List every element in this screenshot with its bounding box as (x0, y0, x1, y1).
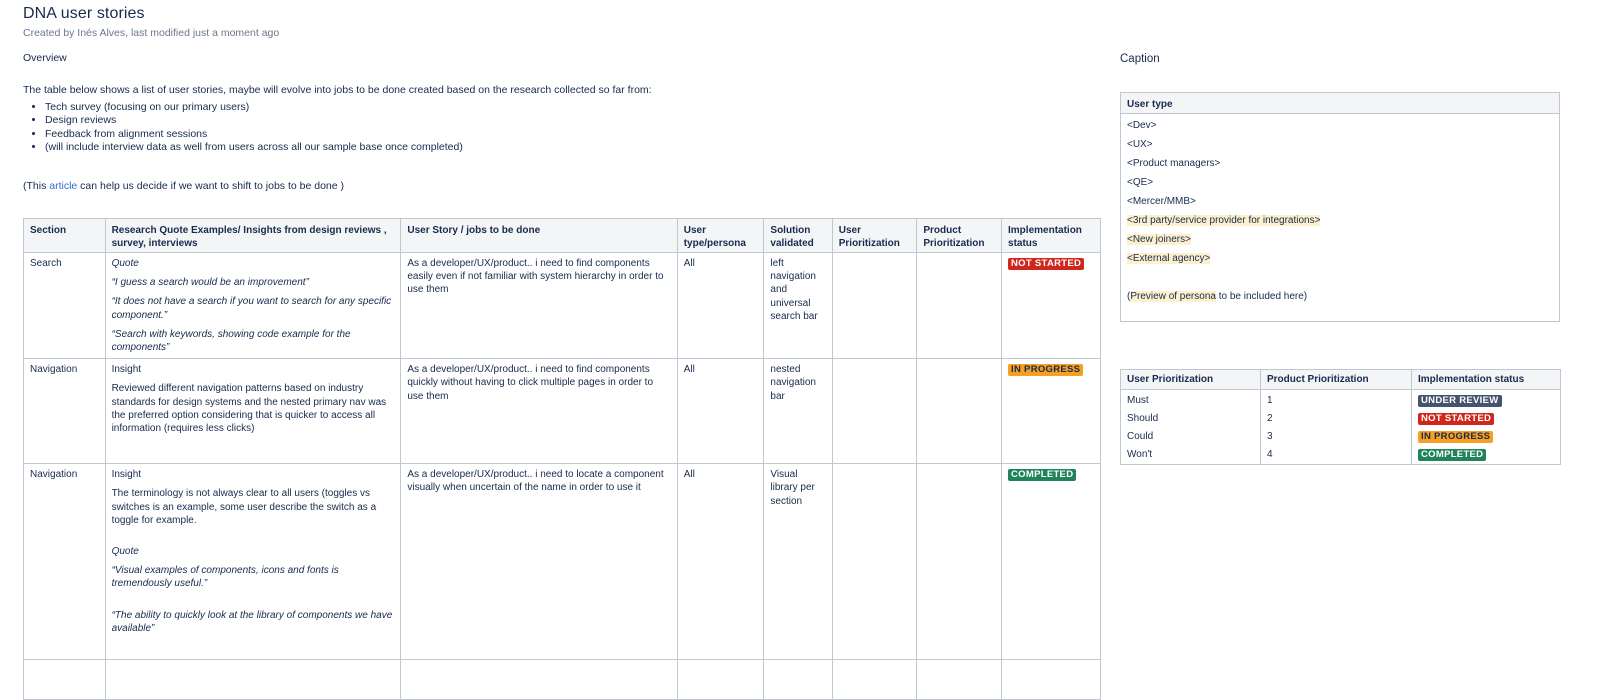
status-badge: IN PROGRESS (1418, 431, 1493, 443)
table-row (1121, 114, 1560, 322)
table-row (24, 359, 1101, 464)
note-suffix: can help us decide if we want to shift to jobs to be done ) (77, 180, 345, 192)
table-row (1121, 409, 1561, 427)
research-cell (105, 253, 401, 359)
research-insight: The terminology is not always clear to all users (toggles vs switches is an example, some user describe the switch as a toggle for example. (111, 488, 377, 526)
user-type-list (1121, 114, 1560, 322)
product-priority-cell (917, 359, 1002, 464)
note-prefix: (This (23, 180, 50, 192)
article-note (23, 180, 344, 192)
section-cell: Search (24, 253, 106, 359)
story-cell: As a developer/UX/product.. i need to locate a component visually when uncertain of the name in order to use it (401, 464, 677, 660)
research-quote: “The ability to quickly look at the library of components we have available” (111, 609, 393, 634)
list-item: • Feedback from alignment sessions (45, 128, 463, 141)
research-cell (105, 464, 401, 660)
highlighted-user-type: <External agency> (1127, 253, 1211, 264)
column-header: Research Quote Examples/ Insights from design reviews , survey, interviews (105, 219, 401, 253)
research-label: Insight (111, 364, 142, 376)
research-quote: “I guess a search would be an improvement” (111, 277, 309, 289)
status-cell (1002, 464, 1101, 660)
list-item: <Dev> (1127, 120, 1157, 131)
product-priority-cell: 3 (1261, 427, 1412, 445)
status-badge: COMPLETED (1418, 449, 1486, 461)
user-priority-cell: Must (1121, 390, 1261, 410)
list-item (1127, 211, 1553, 230)
table-row (1121, 445, 1561, 465)
status-cell (1002, 253, 1101, 359)
research-label: Quote (111, 258, 139, 269)
user-priority-cell: Won't (1121, 445, 1261, 465)
list-item (1127, 230, 1553, 249)
solution-cell: nested navigation bar (764, 359, 832, 464)
product-priority-cell: 4 (1261, 445, 1412, 465)
status-cell (1412, 409, 1561, 427)
product-priority-cell: 2 (1261, 409, 1412, 427)
story-cell: As a developer/UX/product.. i need to find components easily even if not familiar with system hierarchy in order to use them (401, 253, 677, 359)
research-quote: “Visual examples of components, icons and fonts is tremendously useful.” (111, 565, 339, 590)
list-item (1127, 249, 1553, 268)
column-header: Section (24, 219, 106, 253)
research-label: Insight (111, 469, 142, 481)
list-item: <UX> (1127, 139, 1153, 150)
product-priority-cell (917, 253, 1002, 359)
column-header: Product Prioritization (917, 219, 1002, 253)
article-link[interactable]: article (49, 180, 78, 192)
research-cell (105, 359, 401, 464)
column-header: User type (1121, 93, 1560, 114)
user-priority-cell (832, 253, 917, 359)
list-item: <Mercer/MMB> (1127, 196, 1196, 207)
column-header: Product Prioritization (1261, 370, 1412, 390)
table-row (24, 464, 1101, 660)
column-header: User Story / jobs to be done (401, 219, 677, 253)
user-type-cell: All (677, 359, 764, 464)
solution-cell: left navigation and universal search bar (764, 253, 832, 359)
table-row (1121, 427, 1561, 445)
list-item: • (will include interview data as well from users across all our sample base once completed) (45, 141, 463, 154)
list-item: • Design reviews (45, 114, 463, 127)
column-header: Solution validated (764, 219, 832, 253)
solution-cell: Visual library per section (764, 464, 832, 660)
status-badge: IN PROGRESS (1008, 364, 1083, 376)
table-header-row (1121, 370, 1561, 390)
status-badge: COMPLETED (1008, 469, 1076, 481)
persona-preview-highlight: Preview of persona (1130, 291, 1216, 302)
list-item: <Product managers> (1127, 158, 1221, 169)
status-badge: NOT STARTED (1418, 413, 1494, 425)
source-list (23, 101, 463, 154)
research-insight: Reviewed different navigation patterns based on industry standards for design systems and the nested primary nav was the preferred option considering that is quicker to access all information (requires less clicks) (111, 383, 387, 435)
column-header: Implementation status (1412, 370, 1561, 390)
table-header-row (24, 219, 1101, 253)
overview-heading: Overview (23, 52, 67, 64)
user-priority-cell: Should (1121, 409, 1261, 427)
research-quote: “It does not have a search if you want to search for any specific component.” (111, 296, 392, 321)
status-cell (1002, 359, 1101, 464)
user-type-table (1120, 92, 1560, 322)
column-header: User Prioritization (832, 219, 917, 253)
table-row (1121, 390, 1561, 410)
list-item: • Tech survey (focusing on our primary users) (45, 101, 463, 114)
list-item: <QE> (1127, 177, 1154, 188)
section-cell: Navigation (24, 359, 106, 464)
user-type-cell: All (677, 464, 764, 660)
story-cell: As a developer/UX/product.. i need to find components quickly without having to click multiple pages in order to use them (401, 359, 677, 464)
research-quote: “Search with keywords, showing code example for the components” (111, 328, 351, 354)
user-type-cell: All (677, 253, 764, 359)
caption-label: Caption (1120, 53, 1160, 65)
research-label: Quote (111, 546, 139, 558)
status-badge: NOT STARTED (1008, 258, 1084, 270)
user-priority-cell (832, 464, 917, 660)
status-legend-table (1120, 369, 1561, 465)
table-header-row (1121, 93, 1560, 114)
section-cell: Navigation (24, 464, 106, 660)
user-priority-cell: Could (1121, 427, 1261, 445)
intro-paragraph: The table below shows a list of user stories, maybe will evolve into jobs to be done created based on the research collected so far from: (23, 84, 652, 96)
product-priority-cell (917, 464, 1002, 660)
status-cell (1412, 390, 1561, 410)
user-stories-table (23, 218, 1101, 700)
column-header: User Prioritization (1121, 370, 1261, 390)
page-title: DNA user stories (23, 5, 145, 22)
column-header: Implementation status (1002, 219, 1101, 253)
persona-preview-note: (Preview of persona to be included here) (1127, 291, 1308, 302)
page-byline: Created by Inés Alves, last modified just a moment ago (23, 27, 280, 39)
column-header: User type/persona (677, 219, 764, 253)
table-row (24, 253, 1101, 359)
highlighted-user-type: <New joiners> (1127, 234, 1191, 245)
status-cell (1412, 427, 1561, 445)
highlighted-user-type: <3rd party/service provider for integrations> (1127, 215, 1321, 226)
status-cell (1412, 445, 1561, 465)
user-priority-cell (832, 359, 917, 464)
status-badge: UNDER REVIEW (1418, 395, 1502, 407)
product-priority-cell: 1 (1261, 390, 1412, 410)
